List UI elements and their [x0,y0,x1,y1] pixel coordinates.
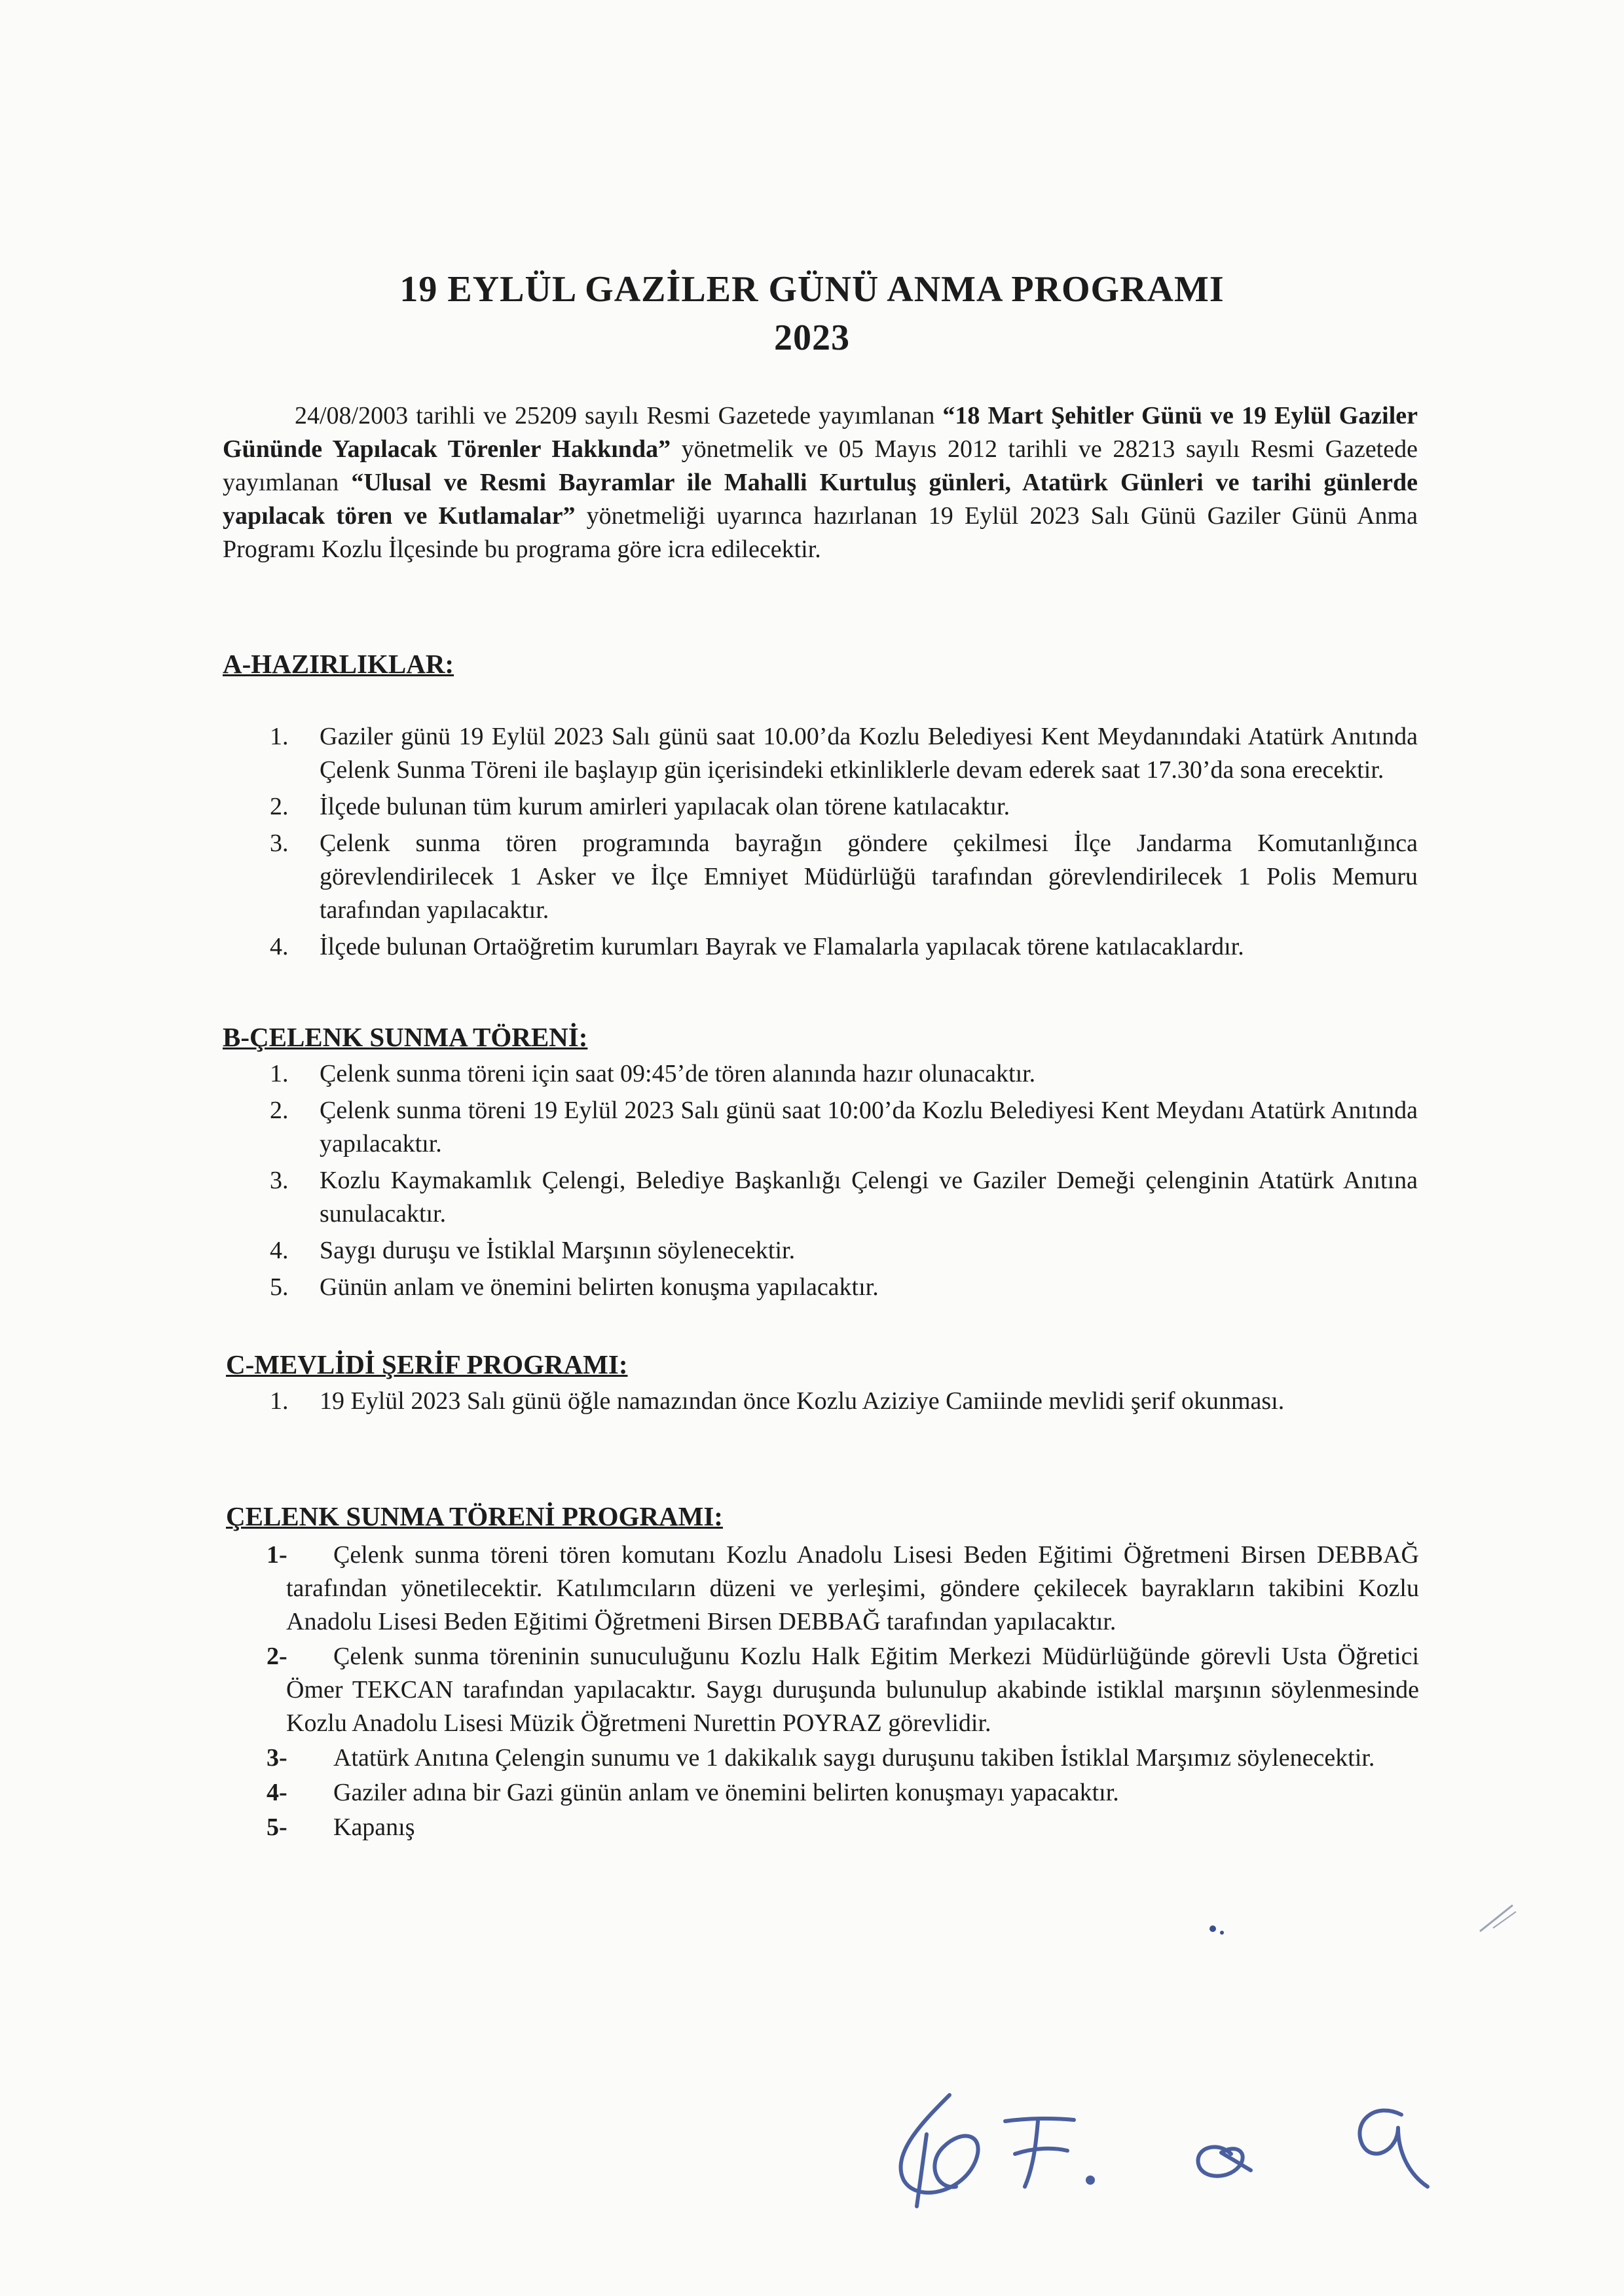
item-number: 3. [270,1167,289,1194]
intro-bold-1: “18 Mart Şehitler Günü ve 19 Eylül Gaziler Gününde Yapılacak Törenler Hakkında” [223,402,1418,463]
item-text: Günün anlam ve önemini belirten konuşma yapılacaktır. [320,1273,879,1301]
item-text: Çelenk sunma tören programında bayrağın göndere çekilmesi İlçe Jandarma Komutanlığınca görevlendirilecek 1 Asker ve İlçe Emniyet Müdürlüğü tarafından görevlendirilecek 1 Polis Memuru tarafından yapılacaktır. [320,829,1418,924]
item-text: Gaziler adına bir Gazi günün anlam ve önemini belirten konuşmayı yapacaktır. [333,1779,1119,1806]
section-a-list [262,720,1418,967]
intro-bold-2: “Ulusal ve Resmi Bayramlar ile Mahalli Kurtuluş günleri, Atatürk Günleri ve tarihi günlerde yapılacak tören ve Kutlamalar” [223,469,1418,530]
list-item [262,1164,1418,1231]
section-a-heading: A-HAZIRLIKLAR: [223,649,454,679]
list-item [257,1640,1419,1740]
intro-paragraph [223,399,1418,566]
item-number: 5. [270,1273,289,1301]
item-number: 4- [267,1779,287,1806]
section-c-list [262,1385,1418,1421]
item-text: Çelenk sunma töreni için saat 09:45’de tören alanında hazır olunacaktır. [320,1060,1036,1087]
list-item [257,1539,1419,1639]
item-number: 4. [270,933,289,960]
list-item [257,1811,1419,1844]
document-year: 2023 [774,318,850,358]
list-item [262,1057,1418,1091]
item-text: İlçede bulunan tüm kurum amirleri yapılacak olan törene katılacaktır. [320,793,1010,820]
list-item [262,827,1418,927]
item-number: 3. [270,829,289,857]
list-item [262,930,1418,964]
item-number: 2. [270,793,289,820]
section-b-list [262,1057,1418,1307]
list-item [262,1234,1418,1267]
item-number: 2. [270,1097,289,1124]
list-item [262,790,1418,824]
item-text: Çelenk sunma töreninin sunuculuğunu Kozlu Halk Eğitim Merkezi Müdürlüğünde görevli Usta Öğretici Ömer TEKCAN tarafından yapılacaktır. Saygı duruşunda bulunulup akabinde istiklal marşının söylenmesinde Kozlu Anadolu Lisesi Müzik Öğretmeni Nurettin POYRAZ görevlidir. [286,1643,1419,1737]
item-text: Kozlu Kaymakamlık Çelengi, Belediye Başkanlığı Çelengi ve Gaziler Demeği çelenginin Atatürk Anıtına sunulacaktır. [320,1167,1418,1228]
item-number: 1- [267,1541,287,1569]
ceremony-program-list [257,1539,1419,1846]
list-item [262,1271,1418,1304]
item-number: 4. [270,1237,289,1264]
section-b-heading: B-ÇELENK SUNMA TÖRENİ: [223,1022,588,1052]
item-text: Çelenk sunma töreni 19 Eylül 2023 Salı günü saat 10:00’da Kozlu Belediyesi Kent Meydanı Atatürk Anıtında yapılacaktır. [320,1097,1418,1157]
handwritten-initials [864,2082,1454,2213]
section-d-heading: ÇELENK SUNMA TÖRENİ PROGRAMI: [226,1501,723,1531]
item-number: 5- [267,1813,287,1841]
item-number: 2- [267,1643,287,1670]
item-number: 1. [270,723,289,750]
list-item [262,1094,1418,1161]
item-text: 19 Eylül 2023 Salı günü öğle namazından önce Kozlu Aziziye Camiinde mevlidi şerif okunması. [320,1387,1285,1415]
intro-text-3: yönetmeliği uyarınca hazırlanan 19 Eylül 2023 Salı Günü Gaziler Günü Anma Programı Kozlu İlçesinde bu programa göre icra edilecektir. [223,502,1418,563]
item-text: Kapanış [333,1813,415,1841]
item-text: Gaziler günü 19 Eylül 2023 Salı günü saat 10.00’da Kozlu Belediyesi Kent Meydanındaki Atatürk Anıtında Çelenk Sunma Töreni ile başlayıp gün içerisindeki etkinliklerle devam ederek saat 17.30’da sona erecektir. [320,723,1418,784]
ink-dot [1205,1918,1231,1944]
document-title: 19 EYLÜL GAZİLER GÜNÜ ANMA PROGRAMI [399,269,1225,310]
list-item [257,1741,1419,1775]
item-number: 1. [270,1060,289,1087]
intro-text-1: 24/08/2003 tarihli ve 25209 sayılı Resmi Gazetede yayımlanan [295,402,943,429]
item-text: Saygı duruşu ve İstiklal Marşının söylenecektir. [320,1237,796,1264]
list-item [257,1776,1419,1810]
item-text: Atatürk Anıtına Çelengin sunumu ve 1 dakikalık saygı duruşunu takiben İstiklal Marşımız söylenecektir. [333,1744,1375,1772]
scan-mark [1473,1899,1526,1938]
section-c-heading: C-MEVLİDİ ŞERİF PROGRAMI: [226,1349,628,1379]
list-item [262,720,1418,787]
item-text: Çelenk sunma töreni tören komutanı Kozlu Anadolu Lisesi Beden Eğitimi Öğretmeni Birsen DEBBAĞ tarafından yönetilecektir. Katılımcıların düzeni ve yerleşimi, göndere çekilecek bayrakların takibini Kozlu Anadolu Lisesi Beden Eğitimi Öğretmeni Birsen DEBBAĞ tarafından yapılacaktır. [286,1541,1419,1635]
list-item [262,1385,1418,1418]
item-text: İlçede bulunan Ortaöğretim kurumları Bayrak ve Flamalarla yapılacak törene katılacaklardır. [320,933,1244,960]
item-number: 3- [267,1744,287,1772]
intro-text-2: yönetmelik ve 05 Mayıs 2012 tarihli ve 28213 sayılı Resmi Gazetede yayımlanan [223,435,1418,496]
item-number: 1. [270,1387,289,1415]
